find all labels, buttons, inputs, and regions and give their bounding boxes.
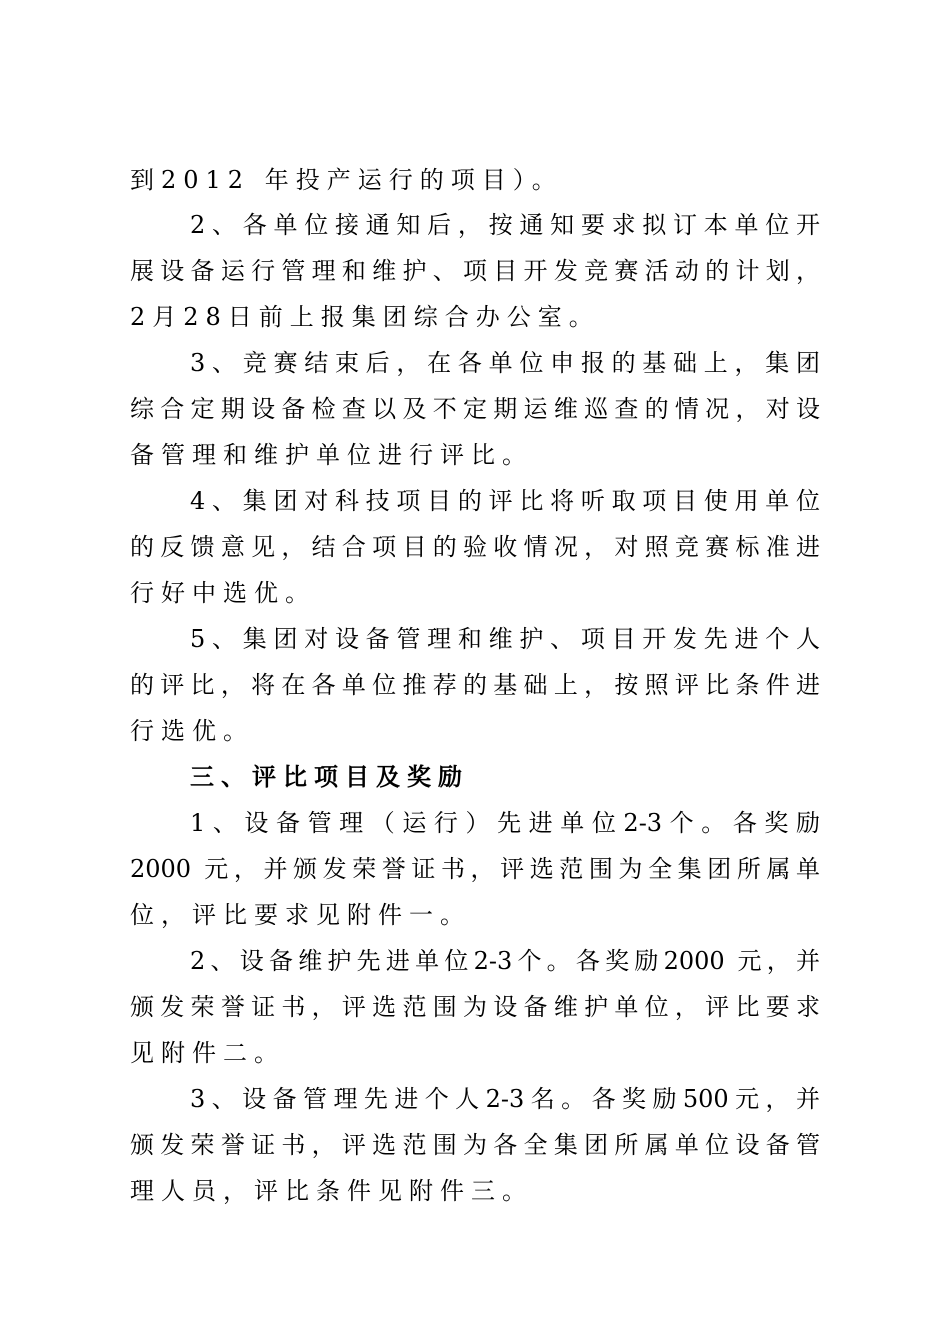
text-line: 的反馈意见，结合项目的验收情况，对照竞赛标准进 [130,533,820,561]
text-line: 4、集团对科技项目的评比将听取项目使用单位 [190,487,820,515]
text-line: 颁发荣誉证书，评选范围为各全集团所属单位设备管 [130,1131,820,1159]
text-line: 2000 元，并颁发荣誉证书，评选范围为全集团所属单 [130,855,820,883]
text-line: 5、集团对设备管理和维护、项目开发先进个人 [190,625,820,653]
text-line: 3、竞赛结束后，在各单位申报的基础上，集团 [190,349,820,377]
text-line: 综合定期设备检查以及不定期运维巡查的情况，对设 [130,395,820,423]
section-heading: 三、评比项目及奖励 [190,762,469,791]
text-line: 见附件二。 [130,1039,285,1067]
text-line: 2月28日前上报集团综合办公室。 [130,303,600,331]
text-line: 1、设备管理（运行）先进单位2-3个。各奖励 [190,809,820,837]
text-line: 2、设备维护先进单位2-3个。各奖励2000 元，并 [190,947,820,975]
text-line: 行选优。 [130,717,254,745]
text-line: 备管理和维护单位进行评比。 [130,441,533,469]
text-line: 的评比，将在各单位推荐的基础上，按照评比条件进 [130,671,820,699]
text-line: 位，评比要求见附件一。 [130,901,471,929]
text-line: 理人员，评比条件见附件三。 [130,1177,533,1205]
text-line: 颁发荣誉证书，评选范围为设备维护单位，评比要求 [130,993,820,1021]
text-line: 到2012 年投产运行的项目）。 [130,166,563,194]
text-line: 2、各单位接通知后，按通知要求拟订本单位开 [190,211,820,239]
text-line: 3、设备管理先进个人2-3名。各奖励500元，并 [190,1085,820,1113]
text-line: 展设备运行管理和维护、项目开发竞赛活动的计划， [130,257,820,285]
text-line: 行好中选优。 [130,579,316,607]
